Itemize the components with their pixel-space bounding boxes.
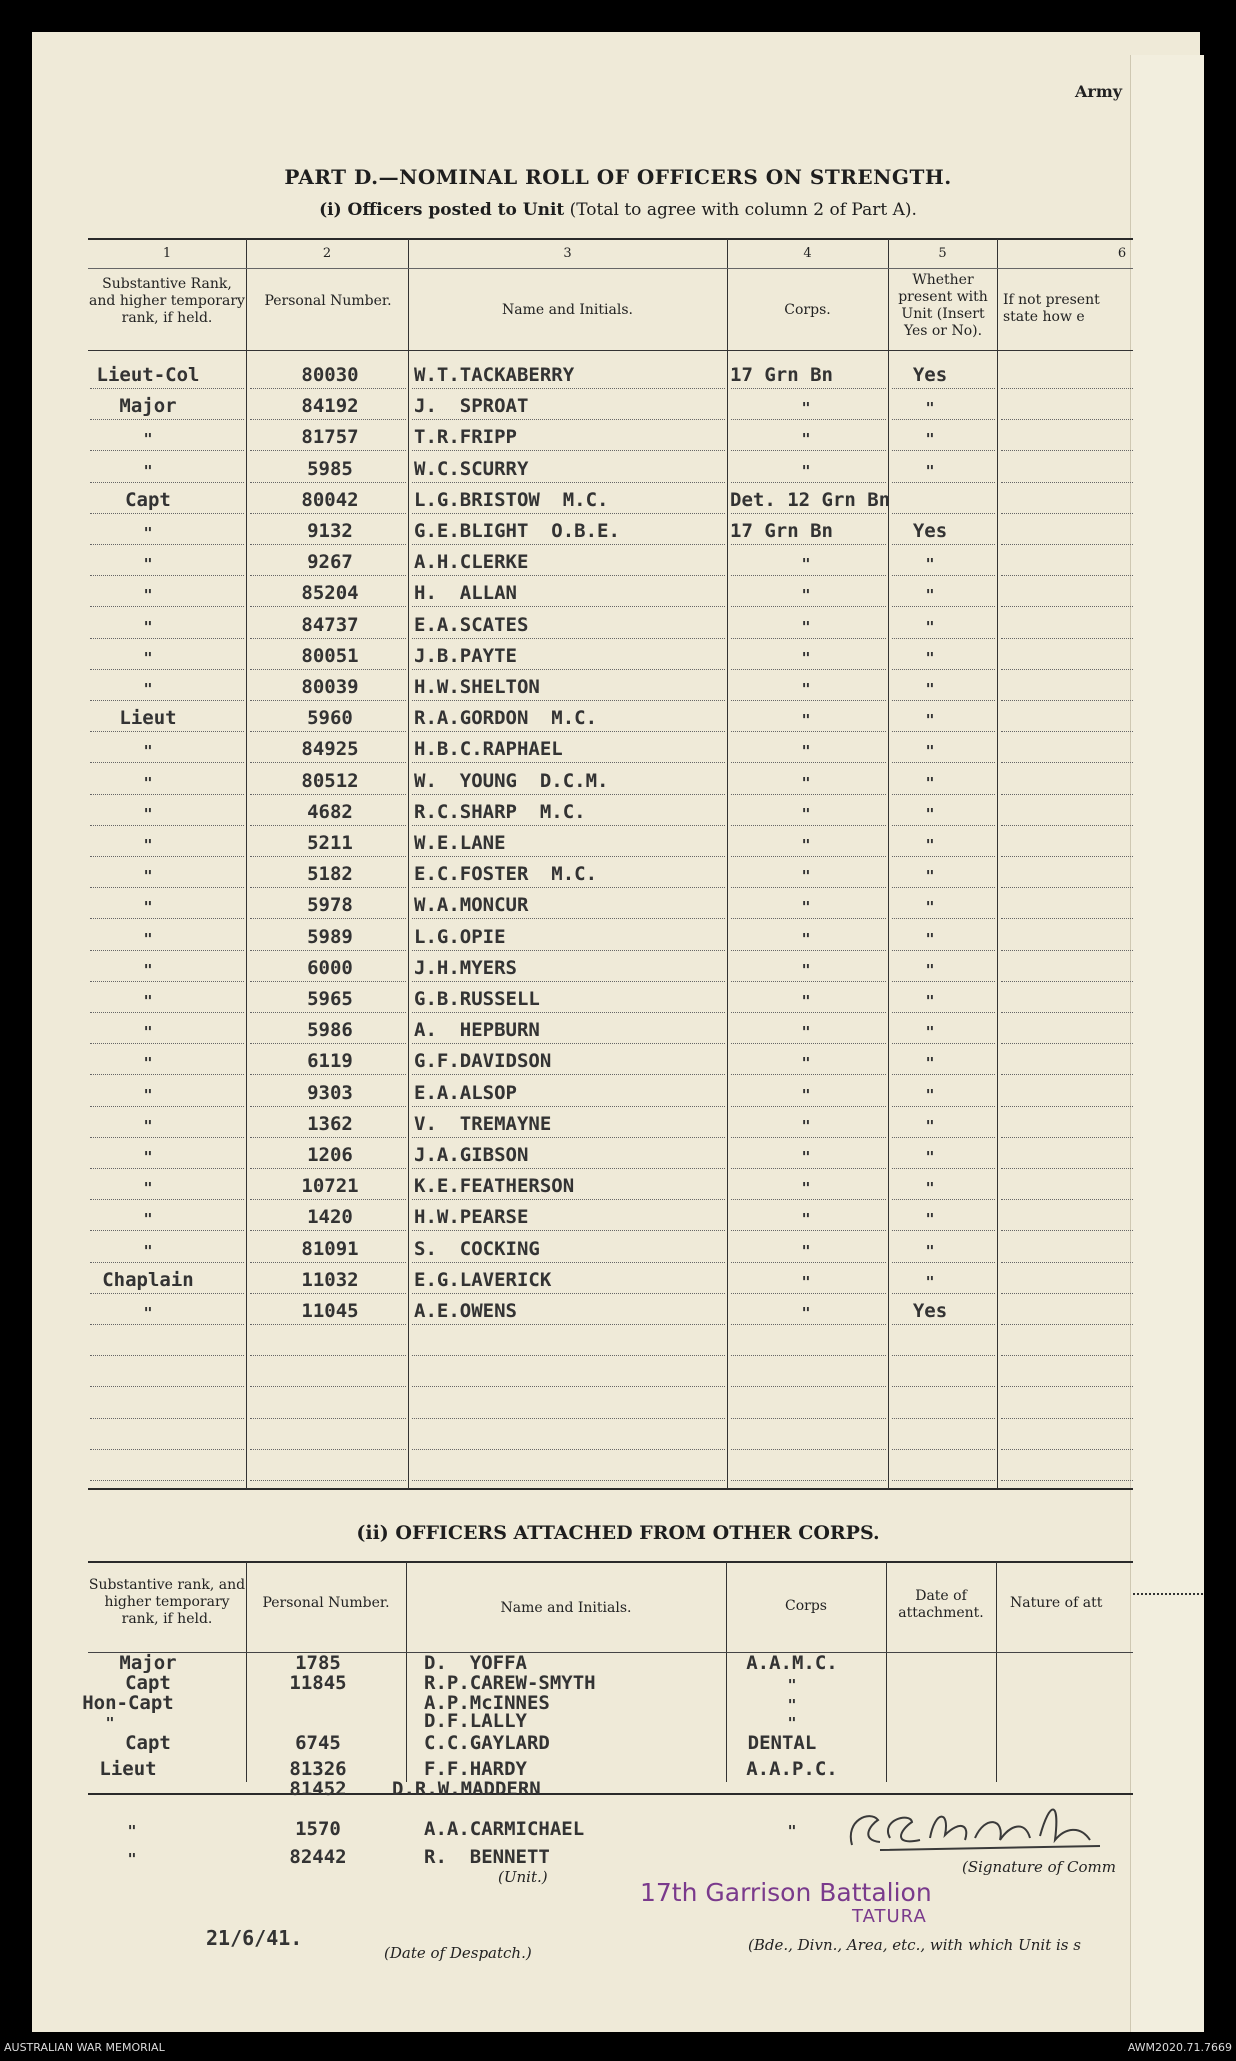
cell-corps: " [801,461,811,480]
cell-number: 85204 [301,582,359,605]
cell-corps: 17 Grn Bn [730,364,833,386]
t2-cell-corps: DENTAL [747,1732,817,1754]
cell-corps: " [801,1241,811,1260]
cell-name: W.E.LANE [414,832,506,854]
t2-cell-number: 1570 [295,1818,341,1840]
cell-corps: " [801,617,811,636]
cell-present: " [925,804,935,823]
cell-present: Yes [912,1300,948,1322]
cell-number: 80030 [301,364,359,386]
cell-corps: " [801,867,811,886]
cell-rank: " [143,1116,153,1135]
t2-cell-corps: " [787,1696,797,1714]
t2-cell-number: 1785 [295,1652,341,1674]
cell-present: " [925,648,935,667]
cell-name: G.B.RUSSELL [414,988,540,1010]
cell-name: T.R.FRIPP [414,426,517,449]
cell-present: " [925,1054,935,1073]
t2-col-header-date: Date of attachment. [898,1588,984,1621]
cell-name: A.E.OWENS [414,1300,517,1322]
cell-present: " [925,867,935,886]
col-header-corps: Corps. [784,302,831,318]
cell-present: " [925,836,935,854]
cell-corps: " [801,1304,811,1322]
cell-rank: " [143,555,153,574]
cell-name: G.E.BLIGHT O.B.E. [414,520,620,542]
t2-cell-number: 81326 [289,1758,347,1780]
t2-col-header-nature: Nature of att [1010,1595,1103,1611]
cell-present: " [925,461,935,480]
t2-cell-rank: " [127,1822,137,1840]
cell-present: " [925,430,935,449]
cell-corps: " [801,742,811,761]
cell-rank: " [143,742,153,761]
cell-rank: Lieut [119,707,177,730]
t2-cell-number: 11845 [289,1672,347,1694]
cell-name: J.A.GIBSON [414,1144,529,1166]
cell-rank: " [143,461,153,480]
col-number: 1 [162,246,172,261]
cell-corps: " [801,1054,811,1073]
cell-name: W.A.MONCUR [414,894,529,917]
cell-present: " [925,680,935,698]
cell-number: 80042 [301,488,359,511]
cell-number: 5960 [307,707,353,730]
cell-rank: " [143,1023,153,1042]
t2-cell-name: A.A.CARMICHAEL [424,1818,585,1840]
t2-cell-corps: " [787,1714,797,1732]
cell-present: " [925,1179,935,1198]
cell-rank: Capt [125,488,171,511]
cell-corps: " [801,680,811,698]
cell-present: " [925,1116,935,1135]
cell-number: 80512 [301,769,359,792]
t2-cell-rank: Lieut [99,1758,157,1780]
cell-name: L.G.OPIE [414,925,506,948]
t2-cell-rank: " [127,1850,137,1868]
cell-corps: " [801,555,811,574]
cell-rank: " [143,648,153,667]
cell-rank: " [143,867,153,886]
t2-col-header-name: Name and Initials. [500,1600,632,1616]
signature-label: (Signature of Comm [962,1858,1116,1876]
despatch-date: 21/6/41. [206,1926,303,1950]
cell-corps: " [801,1023,811,1042]
archive-credit: AUSTRALIAN WAR MEMORIAL [4,2041,165,2054]
t2-cell-rank: " [105,1714,115,1732]
cell-number: 1362 [307,1112,353,1135]
cell-number: 1206 [307,1144,353,1166]
table1-bottom-rule [88,1488,1133,1490]
cell-rank: " [143,1085,153,1104]
cell-rank: " [143,836,153,854]
cell-name: E.C.FOSTER M.C. [414,863,598,886]
cell-present: " [925,742,935,761]
cell-name: E.G.LAVERICK [414,1268,552,1291]
cell-number: 9132 [307,520,353,542]
cell-corps: " [801,1085,811,1104]
col-header-present: Whether present with Unit (Insert Yes or No). [898,272,988,339]
cell-corps: " [801,399,811,418]
cell-number: 10721 [301,1175,359,1198]
cell-number: 5978 [307,894,353,917]
t2-col-header-rank: Substantive rank, and higher temporary rank, if held. [88,1577,246,1627]
cell-name: H.W.PEARSE [414,1206,529,1229]
col-number: 4 [803,246,812,261]
cell-present: " [925,1085,935,1104]
cell-number: 84737 [301,613,359,636]
table2-top-rule [88,1561,1133,1563]
cell-present: Yes [912,364,948,386]
cell-present: " [925,1023,935,1042]
col-number: 6 [1117,246,1127,261]
cell-number: 84925 [301,738,359,761]
cell-number: 5989 [307,925,353,948]
cell-number: 5985 [307,457,353,480]
t2-col-header-corps: Corps [785,1598,827,1614]
cell-rank: " [143,586,153,605]
part-title: PART D.—NOMINAL ROLL OF OFFICERS ON STRENGTH. [284,165,952,189]
cell-corps: " [801,929,811,948]
cell-rank: " [143,1148,153,1166]
cell-rank: " [143,524,153,542]
despatch-label: (Date of Despatch.) [384,1944,532,1962]
cell-corps: " [801,430,811,449]
cell-number: 11032 [301,1268,359,1291]
cell-present: " [925,555,935,574]
col-number: 2 [322,246,332,261]
cell-rank: " [143,960,153,979]
cell-rank: " [143,1304,153,1322]
t2-cell-rank: Capt [125,1672,171,1694]
cell-name: E.A.ALSOP [414,1081,517,1104]
t2-cell-name: R.P.CAREW-SMYTH [424,1672,596,1694]
cell-corps: " [801,1148,811,1166]
t2-col-header-number: Personal Number. [262,1595,390,1611]
unit-label: (Unit.) [498,1868,548,1886]
cell-present: " [925,399,935,418]
t2-cell-name: F.F.HARDY [424,1758,527,1780]
cell-name: V. TREMAYNE [414,1112,552,1135]
cell-corps: " [801,836,811,854]
cell-rank: " [143,1210,153,1229]
cell-present: " [925,773,935,792]
t2-cell-rank: Capt [125,1732,171,1754]
cell-rank: Chaplain [102,1268,194,1291]
cell-corps: " [801,1210,811,1229]
t2-cell-corps: " [787,1822,797,1840]
bde-label: (Bde., Divn., Area, etc., with which Unit is s [748,1936,1081,1954]
cell-number: 1420 [307,1206,353,1229]
t2-cell-rank: Major [119,1652,177,1674]
commander-signature [840,1790,1120,1860]
cell-number: 4682 [307,800,353,823]
cell-name: A.H.CLERKE [414,551,529,574]
cell-present: " [925,586,935,605]
t2-cell-corps: " [787,1676,797,1694]
cell-corps: " [801,804,811,823]
cell-corps: " [801,960,811,979]
col-number: 5 [938,246,947,261]
cell-present: " [925,960,935,979]
cell-number: 84192 [301,395,359,418]
cell-present: " [925,1241,935,1260]
cell-number: 80039 [301,676,359,698]
cell-number: 81091 [301,1237,359,1260]
cell-present: Yes [912,520,948,542]
cell-present: " [925,1210,935,1229]
t2-cell-corps: A.A.M.C. [746,1652,838,1674]
cell-number: 80051 [301,644,359,667]
cell-number: 81757 [301,426,359,449]
cell-rank: " [143,1241,153,1260]
cell-corps: " [801,1116,811,1135]
col-header-absence: If not present state how e [1003,292,1100,325]
cell-rank: " [143,1054,153,1073]
cell-number: 11045 [301,1300,359,1322]
col-header-name: Name and Initials. [502,302,633,318]
unit-stamp: 17th Garrison Battalion [640,1878,932,1907]
t2-cell-name: D.F.LALLY [424,1710,527,1732]
col-number: 3 [563,246,572,261]
t2-cell-name: C.C.GAYLARD [424,1732,550,1754]
cell-number: 5965 [307,988,353,1010]
cell-number: 9303 [307,1081,353,1104]
cell-number: 5211 [307,832,353,854]
t2-cell-corps: A.A.P.C. [746,1758,838,1780]
cell-corps: " [801,1179,811,1198]
cell-corps: " [801,586,811,605]
cell-present: " [925,1148,935,1166]
cell-rank: " [143,804,153,823]
cell-rank: " [143,898,153,917]
army-form-label: Army [1075,82,1123,101]
overlapping-page-edge [1130,55,1204,2032]
stamp-location: TATURA [852,1906,927,1927]
col-header-number: Personal Number. [264,293,392,309]
cell-name: J.H.MYERS [414,956,517,979]
t2-cell-number: 81452 [289,1778,347,1800]
cell-number: 6000 [307,956,353,979]
cell-corps: " [801,898,811,917]
t2-cell-name: D. YOFFA [424,1652,527,1674]
cell-number: 9267 [307,551,353,574]
cell-name: A. HEPBURN [414,1019,540,1042]
cell-corps: " [801,648,811,667]
t2-cell-rank: Hon-Capt [82,1692,174,1714]
cell-number: 5986 [307,1019,353,1042]
part-subtitle: (i) Officers posted to Unit (Total to agree with column 2 of Part A). [319,200,917,220]
cell-rank: " [143,430,153,449]
cell-corps: Det. 12 Grn Bn [730,488,891,511]
cell-name: W. YOUNG D.C.M. [414,769,609,792]
cell-name: E.A.SCATES [414,613,529,636]
col-header-rank: Substantive Rank, and higher temporary rank, if held. [89,276,245,326]
cell-present: " [925,711,935,730]
t2-cell-name: R. BENNETT [424,1846,550,1868]
cell-name: J.B.PAYTE [414,644,517,667]
cell-name: H. ALLAN [414,582,517,605]
cell-name: R.A.GORDON M.C. [414,707,598,730]
cell-corps: " [801,992,811,1010]
cell-name: L.G.BRISTOW M.C. [414,488,609,511]
cell-rank: " [143,929,153,948]
t2-cell-name: A.P.McINNES [424,1692,550,1714]
cell-present: " [925,617,935,636]
t2-cell-name: D.R.W.MADDERN [392,1778,541,1800]
cell-rank: Major [119,395,177,418]
cell-corps: " [801,1272,811,1291]
table1-top-rule [88,238,1133,240]
cell-name: G.F.DAVIDSON [414,1050,552,1073]
cell-name: W.T.TACKABERRY [414,364,575,386]
cell-present: " [925,929,935,948]
t2-cell-number: 6745 [295,1732,341,1754]
cell-corps: " [801,711,811,730]
cell-corps: " [801,773,811,792]
cell-rank: " [143,992,153,1010]
cell-name: W.C.SCURRY [414,457,529,480]
cell-name: H.B.C.RAPHAEL [414,738,563,761]
cell-rank: " [143,773,153,792]
cell-present: " [925,992,935,1010]
cell-name: J. SPROAT [414,395,529,418]
cell-present: " [925,898,935,917]
cell-name: K.E.FEATHERSON [414,1175,575,1198]
cell-name: H.W.SHELTON [414,676,540,698]
cell-name: R.C.SHARP M.C. [414,800,586,823]
t2-cell-number: 82442 [289,1846,347,1868]
cell-rank: " [143,1179,153,1198]
cell-present: " [925,1272,935,1291]
cell-rank: " [143,680,153,698]
cell-name: S. COCKING [414,1237,540,1260]
archive-reference: AWM2020.71.7669 [1127,2041,1232,2054]
cell-corps: 17 Grn Bn [730,520,833,542]
cell-number: 6119 [307,1050,353,1073]
cell-rank: Lieut-Col [96,364,200,386]
cell-rank: " [143,617,153,636]
cell-number: 5182 [307,863,353,886]
attached-officers-title: (ii) OFFICERS ATTACHED FROM OTHER CORPS. [356,1522,880,1544]
